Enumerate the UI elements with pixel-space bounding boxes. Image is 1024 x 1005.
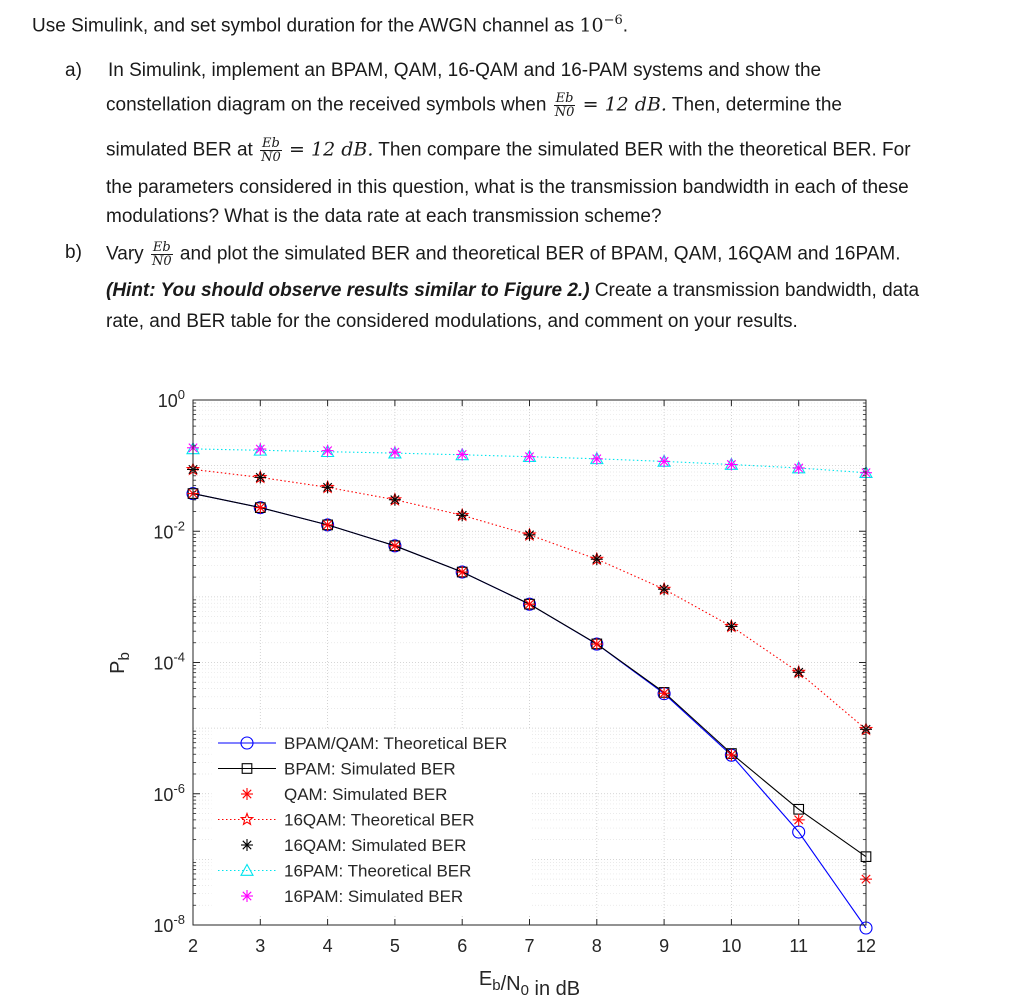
part-b-marker: b) — [65, 242, 82, 263]
intro-math-exp: −6 — [603, 13, 623, 28]
x-tick-label: 2 — [187, 936, 199, 956]
x-tick-label: 11 — [789, 936, 809, 956]
x-tick-label: 7 — [524, 936, 535, 956]
y-tick-label: $10^{-6}$ — [153, 780, 185, 805]
intro-end: . — [622, 15, 629, 37]
part-b-line1-pre: Vary — [106, 243, 144, 265]
data-point — [254, 471, 266, 483]
part-a-marker: a) — [65, 60, 82, 81]
part-b-line1-post: and plot the simulated BER and theoretical BER of BPAM, QAM, 16QAM and 16PAM. — [179, 243, 901, 265]
data-point — [793, 666, 805, 678]
data-point — [793, 814, 805, 826]
data-point — [524, 451, 536, 463]
eq-12db: = 12 dB. — [289, 138, 374, 161]
part-a-line4: the parameters considered in this question, what is the transmission bandwidth in each of these — [106, 177, 909, 198]
eb-numerator: Eb — [555, 91, 574, 106]
part-a-line1: In Simulink, implement an BPAM, QAM, 16-QAM and 16-PAM systems and show the — [108, 60, 822, 81]
legend-label: BPAM: Simulated BER — [284, 759, 456, 779]
part-b-line3: rate, and BER table for the considered modulations, and comment on your results. — [106, 311, 798, 332]
legend-marker — [241, 839, 253, 851]
part-a-line5: modulations? What is the data rate at each transmission scheme? — [106, 206, 662, 227]
part-b-line2-post: Create a transmission bandwidth, data — [589, 280, 920, 301]
eb-numerator: Eb — [152, 240, 171, 255]
part-a-line2-post: Then, determine the — [671, 94, 842, 116]
legend-label: 16PAM: Theoretical BER — [284, 861, 472, 881]
y-tick-label: $10^{-4}$ — [153, 649, 185, 674]
y-tick-label: $10^0$ — [157, 387, 185, 411]
data-point — [591, 638, 603, 650]
legend-label: 16QAM: Theoretical BER — [284, 810, 475, 830]
intro-text: Use Simulink, and set symbol duration for the AWGN channel as — [32, 15, 580, 37]
legend-label: BPAM/QAM: Theoretical BER — [284, 734, 508, 753]
x-tick-label: 9 — [659, 936, 670, 956]
x-tick-label: 12 — [855, 936, 877, 956]
part-a-line3-pre: simulated BER at — [106, 139, 253, 161]
y-tick-label: $10^{-8}$ — [153, 912, 185, 936]
x-tick-label: 8 — [591, 936, 602, 956]
legend-marker — [241, 890, 253, 902]
n0-denominator: N0 — [151, 254, 172, 269]
x-axis-label: $E_b/N_0$ in dB — [478, 968, 581, 1000]
y-tick-label: $10^{-2}$ — [153, 518, 185, 543]
x-tick-label: 3 — [255, 936, 266, 956]
x-tick-label: 10 — [721, 936, 742, 956]
n0-denominator: N0 — [554, 105, 575, 120]
eb-numerator: Eb — [262, 136, 280, 151]
legend-label: 16QAM: Simulated BER — [284, 836, 467, 855]
data-point — [524, 529, 536, 541]
part-a-line3-post: Then compare the simulated BER with the theoretical BER. For — [378, 139, 911, 161]
x-tick-label: 4 — [322, 936, 333, 956]
part-a-line2-pre: constellation diagram on the received symbols when — [106, 94, 547, 116]
part-b-hint: (Hint: You should observe results similar to Figure 2.) — [106, 280, 590, 301]
eq-12db: = 12 dB. — [582, 93, 667, 116]
legend-label: QAM: Simulated BER — [284, 785, 448, 804]
legend-label: 16PAM: Simulated BER — [284, 887, 464, 906]
legend-marker — [241, 788, 253, 800]
intro-math-base: 10 — [579, 14, 604, 37]
y-axis-label: $P_b$ — [107, 652, 133, 674]
n0-denominator: N0 — [261, 150, 281, 165]
x-tick-label: 5 — [389, 936, 400, 956]
legend — [212, 729, 531, 916]
x-tick-label: 6 — [457, 936, 468, 956]
